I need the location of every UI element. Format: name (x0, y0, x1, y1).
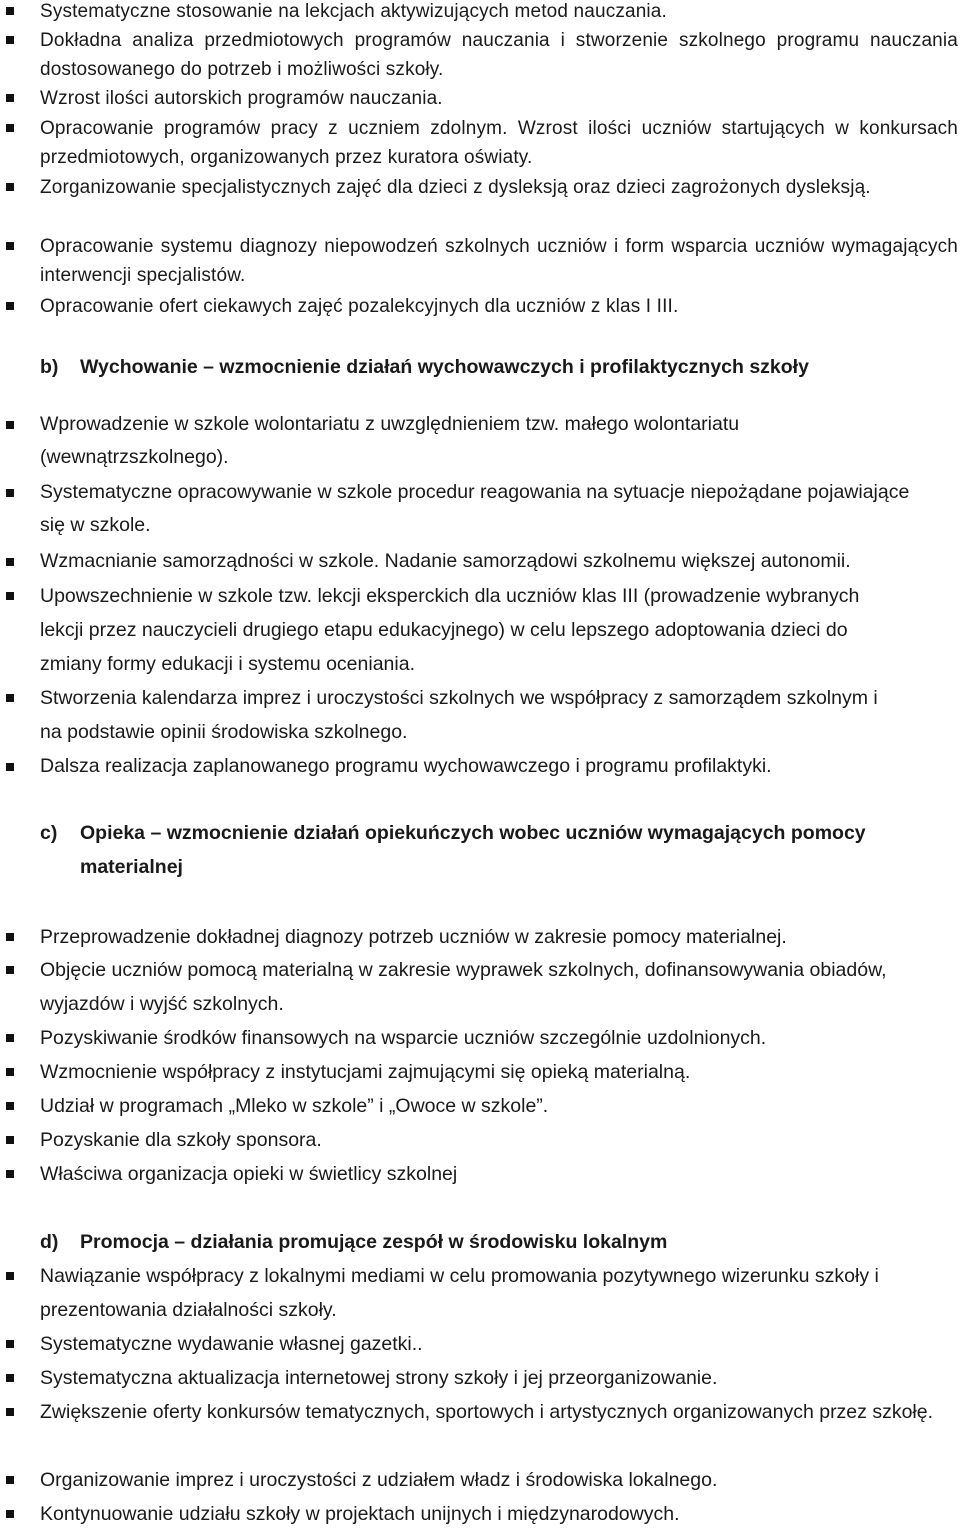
section-letter: b) (40, 356, 59, 378)
list-item-text: Właściwa organizacja opieki w świetlicy szkolnej (40, 1163, 458, 1185)
bullet-icon (6, 592, 14, 600)
list-item-text: Wprowadzenie w szkole wolontariatu z uwzględnieniem tzw. małego wolontariatu (wewnątrzszkolnego). (40, 413, 740, 468)
section-title: Wychowanie – wzmocnienie działań wychowawczych i profilaktycznych szkoły (80, 356, 809, 378)
bullet-icon (6, 7, 14, 15)
bullet-icon (6, 1340, 14, 1348)
bullet-icon (6, 1408, 14, 1416)
bullet-icon (6, 183, 14, 191)
bullet-icon (6, 1034, 14, 1042)
section-b-heading (40, 350, 920, 384)
list-item-text: Wzrost ilości autorskich programów nauczania. (40, 88, 443, 109)
bullet-icon (6, 1102, 14, 1110)
bullet-icon (6, 421, 14, 429)
list-item-text: Dokładna analiza przedmiotowych programów nauczania i stworzenie szkolnego programu nauczania dostosowanego do potrzeb i możliwości szkoły. (40, 30, 958, 80)
list-item-text: Objęcie uczniów pomocą materialną w zakresie wyprawek szkolnych, dofinansowywania obiadów, wyjazdów i wyjść szkolnych. (40, 959, 887, 1015)
list-item-text: Systematyczne stosowanie na lekcjach aktywizujących metod nauczania. (40, 1, 667, 22)
list-item-text: Stworzenia kalendarza imprez i uroczystości szkolnych we współpracy z samorządem szkolnym i na podstawie opinii środowiska szkolnego. (40, 687, 878, 743)
list-item-text: Organizowanie imprez i uroczystości z udziałem władz i środowiska lokalnego. (40, 1469, 718, 1491)
bullet-icon (6, 933, 14, 941)
list-item-text: Przeprowadzenie dokładnej diagnozy potrzeb uczniów w zakresie pomocy materialnej. (40, 926, 787, 948)
section-c-heading (40, 816, 940, 878)
bullet-icon (6, 36, 14, 44)
bullet-icon (6, 1272, 14, 1280)
bullet-icon (6, 1170, 14, 1178)
list-item-text: Zorganizowanie specjalistycznych zajęć dla dzieci z dysleksją oraz dzieci zagrożonych dysleksją. (40, 177, 871, 198)
bullet-icon (6, 558, 14, 566)
list-item-text: Udział w programach „Mleko w szkole” i „Owoce w szkole”. (40, 1095, 549, 1117)
list-item-text: Pozyskanie dla szkoły sponsora. (40, 1129, 322, 1151)
list-item-text: Zwiększenie oferty konkursów tematycznych, sportowych i artystycznych organizowanych przez szkołę. (40, 1401, 934, 1423)
list-item-text: Opracowanie programów pracy z uczniem zdolnym. Wzrost ilości uczniów startujących w konkursach przedmiotowych, organizowanych przez kuratora oświaty. (40, 118, 958, 168)
bullet-icon (6, 302, 14, 310)
bullet-icon (6, 966, 14, 974)
list-item-text: Systematyczne opracowywanie w szkole procedur reagowania na sytuacje niepożądane pojawiające się w szkole. (40, 481, 910, 536)
bullet-icon (6, 242, 14, 250)
bullet-icon (6, 1374, 14, 1382)
bullet-icon (6, 489, 14, 497)
bullet-icon (6, 1136, 14, 1144)
list-item-text: Systematyczne wydawanie własnej gazetki.. (40, 1333, 423, 1355)
list-item-text: Opracowanie ofert ciekawych zajęć pozalekcyjnych dla uczniów z klas I III. (40, 296, 679, 317)
bullet-icon (6, 94, 14, 102)
section-d-heading (40, 1225, 920, 1259)
list-item-text: Opracowanie systemu diagnozy niepowodzeń szkolnych uczniów i form wsparcia uczniów wymagających interwencji specjalistów. (40, 236, 958, 286)
list-item-text: Pozyskiwanie środków finansowych na wsparcie uczniów szczególnie uzdolnionych. (40, 1027, 767, 1049)
list-item-text: Nawiązanie współpracy z lokalnymi mediami w celu promowania pozytywnego wizerunku szkoły i prezentowania działalności szkoły. (40, 1265, 879, 1321)
section-letter: c) (40, 822, 58, 844)
bullet-icon (6, 763, 14, 771)
section-title: Opieka – wzmocnienie działań opiekuńczych wobec uczniów wymagających pomocy materialnej (80, 822, 866, 878)
bullet-icon (6, 1068, 14, 1076)
list-item-text: Wzmacnianie samorządności w szkole. Nadanie samorządowi szkolnemu większej autonomii. (40, 550, 851, 572)
list-item-text: Wzmocnienie współpracy z instytucjami zajmującymi się opieką materialną. (40, 1061, 691, 1083)
list-item-text: Systematyczna aktualizacja internetowej strony szkoły i jej przeorganizowanie. (40, 1367, 718, 1389)
list-item-text: Upowszechnienie w szkole tzw. lekcji eksperckich dla uczniów klas III (prowadzenie wybranych lekcji przez nauczycieli drugiego etapu edukacyjnego) w celu lepszego adoptowania dzieci do zmiany formy edukacji i systemu oceniania. (40, 585, 860, 675)
section-title: Promocja – działania promujące zespół w środowisku lokalnym (80, 1231, 668, 1253)
bullet-icon (6, 1510, 14, 1518)
bullet-icon (6, 124, 14, 132)
section-letter: d) (40, 1231, 59, 1253)
list-item-text: Kontynuowanie udziału szkoły w projektach unijnych i międzynarodowych. (40, 1503, 680, 1525)
list-item-text: Dalsza realizacja zaplanowanego programu wychowawczego i programu profilaktyki. (40, 755, 772, 777)
bullet-icon (6, 1476, 14, 1484)
bullet-icon (6, 694, 14, 702)
